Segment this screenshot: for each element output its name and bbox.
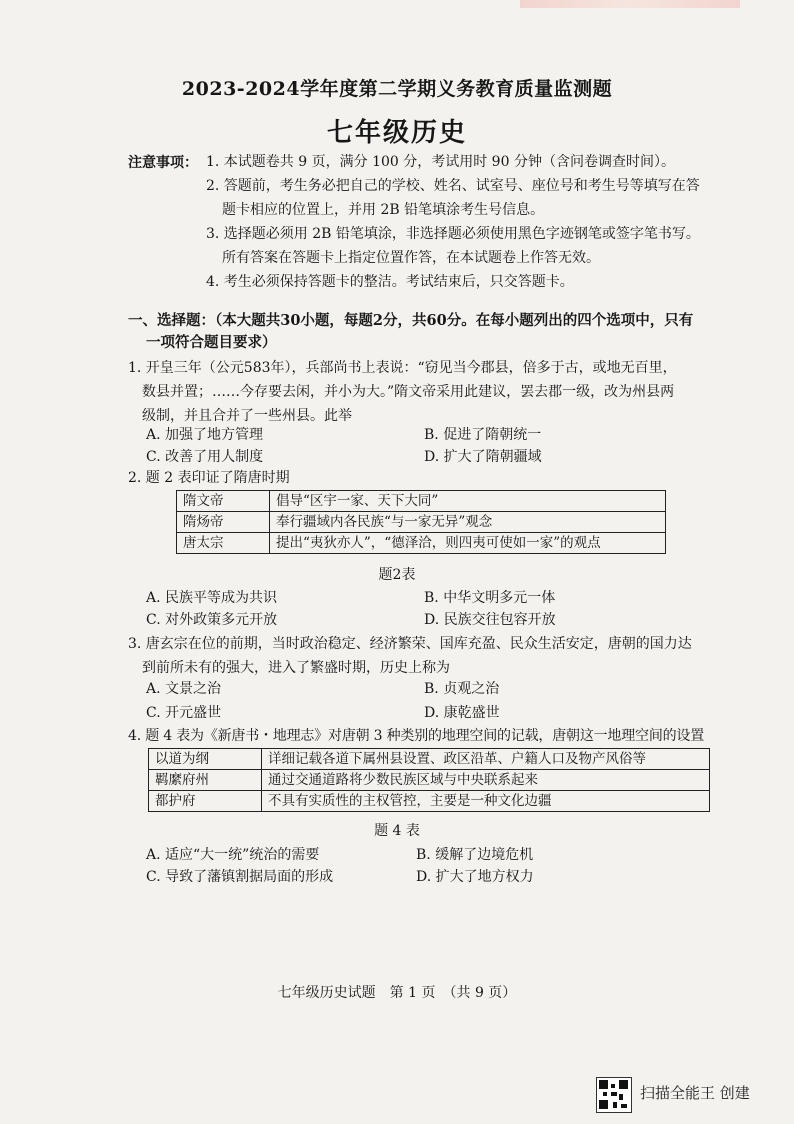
q4-option-d[interactable]: D. 扩大了地方权力 — [416, 869, 534, 885]
q2-stem: 2. 题 2 表印证了隋唐时期 — [128, 470, 290, 486]
q1-line-3: 级制，并且合并了一些州县。此举 — [142, 408, 352, 424]
table-cell: 都护府 — [149, 791, 262, 812]
notice-item-3: 3. 选择题必须用 2B 铅笔填涂，非选择题必须使用黑色字迹钢笔或签字笔书写。 — [206, 226, 700, 242]
section-line-1: 一、选择题：（本大题共30小题，每题2分，共60分。在每小题列出的四个选项中，只有 — [128, 312, 694, 329]
table-row — [149, 770, 710, 791]
notice-item-2-cont: 题卡相应的位置上，并用 2B 铅笔填涂考生号信息。 — [222, 202, 545, 218]
table-cell: 隋炀帝 — [177, 512, 270, 533]
table-cell: 奉行疆域内各民族“与一家无异”观念 — [270, 512, 666, 533]
notice-item-1: 1. 本试题卷共 9 页，满分 100 分，考试用时 90 分钟（含问卷调查时间）。 — [206, 154, 675, 170]
table-cell: 隋文帝 — [177, 491, 270, 512]
q4-option-a[interactable]: A. 适应“大一统”统治的需要 — [146, 847, 320, 863]
notice-item-4: 4. 考生必须保持答题卡的整洁。考试结束后，只交答题卡。 — [206, 274, 574, 290]
section-heading — [128, 310, 728, 354]
table-cell: 倡导“区宇一家、天下大同” — [270, 491, 666, 512]
table-row — [177, 533, 666, 554]
notice-item-2: 2. 答题前，考生务必把自己的学校、姓名、试室号、座位号和考生号等填写在答 — [206, 178, 700, 194]
q1-line-1: 1. 开皇三年（公元583年），兵部尚书上表说：“窃见当今郡县，倍多于古，或地无百里， — [128, 360, 677, 376]
table-cell: 不具有实质性的主权管控，主要是一种文化边疆 — [262, 791, 710, 812]
q4-option-c[interactable]: C. 导致了藩镇割据局面的形成 — [146, 869, 334, 885]
q3-line-1: 3. 唐玄宗在位的前期，当时政治稳定、经济繁荣、国库充盈、民众生活安定，唐朝的国力达 — [128, 636, 692, 652]
scanner-watermark: 扫描全能王 创建 — [640, 1084, 750, 1102]
q3-line-2: 到前所未有的强大，进入了繁盛时期，历史上称为 — [142, 660, 450, 676]
section-line-2: 一项符合题目要求） — [146, 334, 277, 351]
table-cell: 提出“夷狄亦人”，“德泽洽，则四夷可使如一家”的观点 — [270, 533, 666, 554]
page-footer: 七年级历史试题 第 1 页 （共 9 页） — [277, 985, 517, 1001]
q3-option-c[interactable]: C. 开元盛世 — [146, 705, 222, 721]
q1-option-a[interactable]: A. 加强了地方管理 — [146, 427, 264, 443]
scan-artifact — [520, 0, 740, 8]
q4-stem: 4. 题 4 表为《新唐书・地理志》对唐朝 3 种类别的地理空间的记载，唐朝这一地理空间的设置 — [128, 728, 705, 744]
q1-option-c[interactable]: C. 改善了用人制度 — [146, 449, 264, 465]
q3-option-a[interactable]: A. 文景之治 — [146, 681, 222, 697]
question-3 — [128, 632, 738, 680]
table-cell: 详细记载各道下属州县设置、政区沿革、户籍人口及物产风俗等 — [262, 749, 710, 770]
q2-option-b[interactable]: B. 中华文明多元一体 — [424, 590, 556, 606]
q1-line-2: 数县并置；……今存要去闲，并小为大。”隋文帝采用此建议，罢去郡一级，改为州县两 — [142, 384, 675, 400]
table-row — [177, 491, 666, 512]
q4-table — [148, 748, 710, 812]
notice-item-3-cont: 所有答案在答题卡上指定位置作答，在本试题卷上作答无效。 — [222, 250, 600, 266]
q1-option-b[interactable]: B. 促进了隋朝统一 — [424, 427, 542, 443]
table-cell: 通过交通道路将少数民族区域与中央联系起来 — [262, 770, 710, 791]
q2-option-d[interactable]: D. 民族交往包容开放 — [424, 612, 556, 628]
table-row — [149, 749, 710, 770]
exam-subject: 七年级历史 — [326, 118, 467, 148]
q3-option-b[interactable]: B. 贞观之治 — [424, 681, 500, 697]
q2-caption: 题2表 — [378, 567, 416, 583]
q4-option-b[interactable]: B. 缓解了边境危机 — [416, 847, 534, 863]
table-row — [177, 512, 666, 533]
question-1 — [128, 356, 738, 428]
table-cell: 以道为纲 — [149, 749, 262, 770]
q2-option-c[interactable]: C. 对外政策多元开放 — [146, 612, 278, 628]
q1-option-d[interactable]: D. 扩大了隋朝疆域 — [424, 449, 542, 465]
q2-table — [176, 490, 666, 554]
qr-code-icon — [596, 1077, 632, 1113]
table-row — [149, 791, 710, 812]
q3-option-d[interactable]: D. 康乾盛世 — [424, 705, 500, 721]
notice-label: 注意事项： — [128, 155, 198, 171]
q2-option-a[interactable]: A. 民族平等成为共识 — [146, 590, 278, 606]
exam-title: 2023-2024学年度第二学期义务教育质量监测题 — [181, 78, 613, 100]
table-cell: 羁縻府州 — [149, 770, 262, 791]
table-cell: 唐太宗 — [177, 533, 270, 554]
q4-caption: 题 4 表 — [374, 823, 420, 839]
